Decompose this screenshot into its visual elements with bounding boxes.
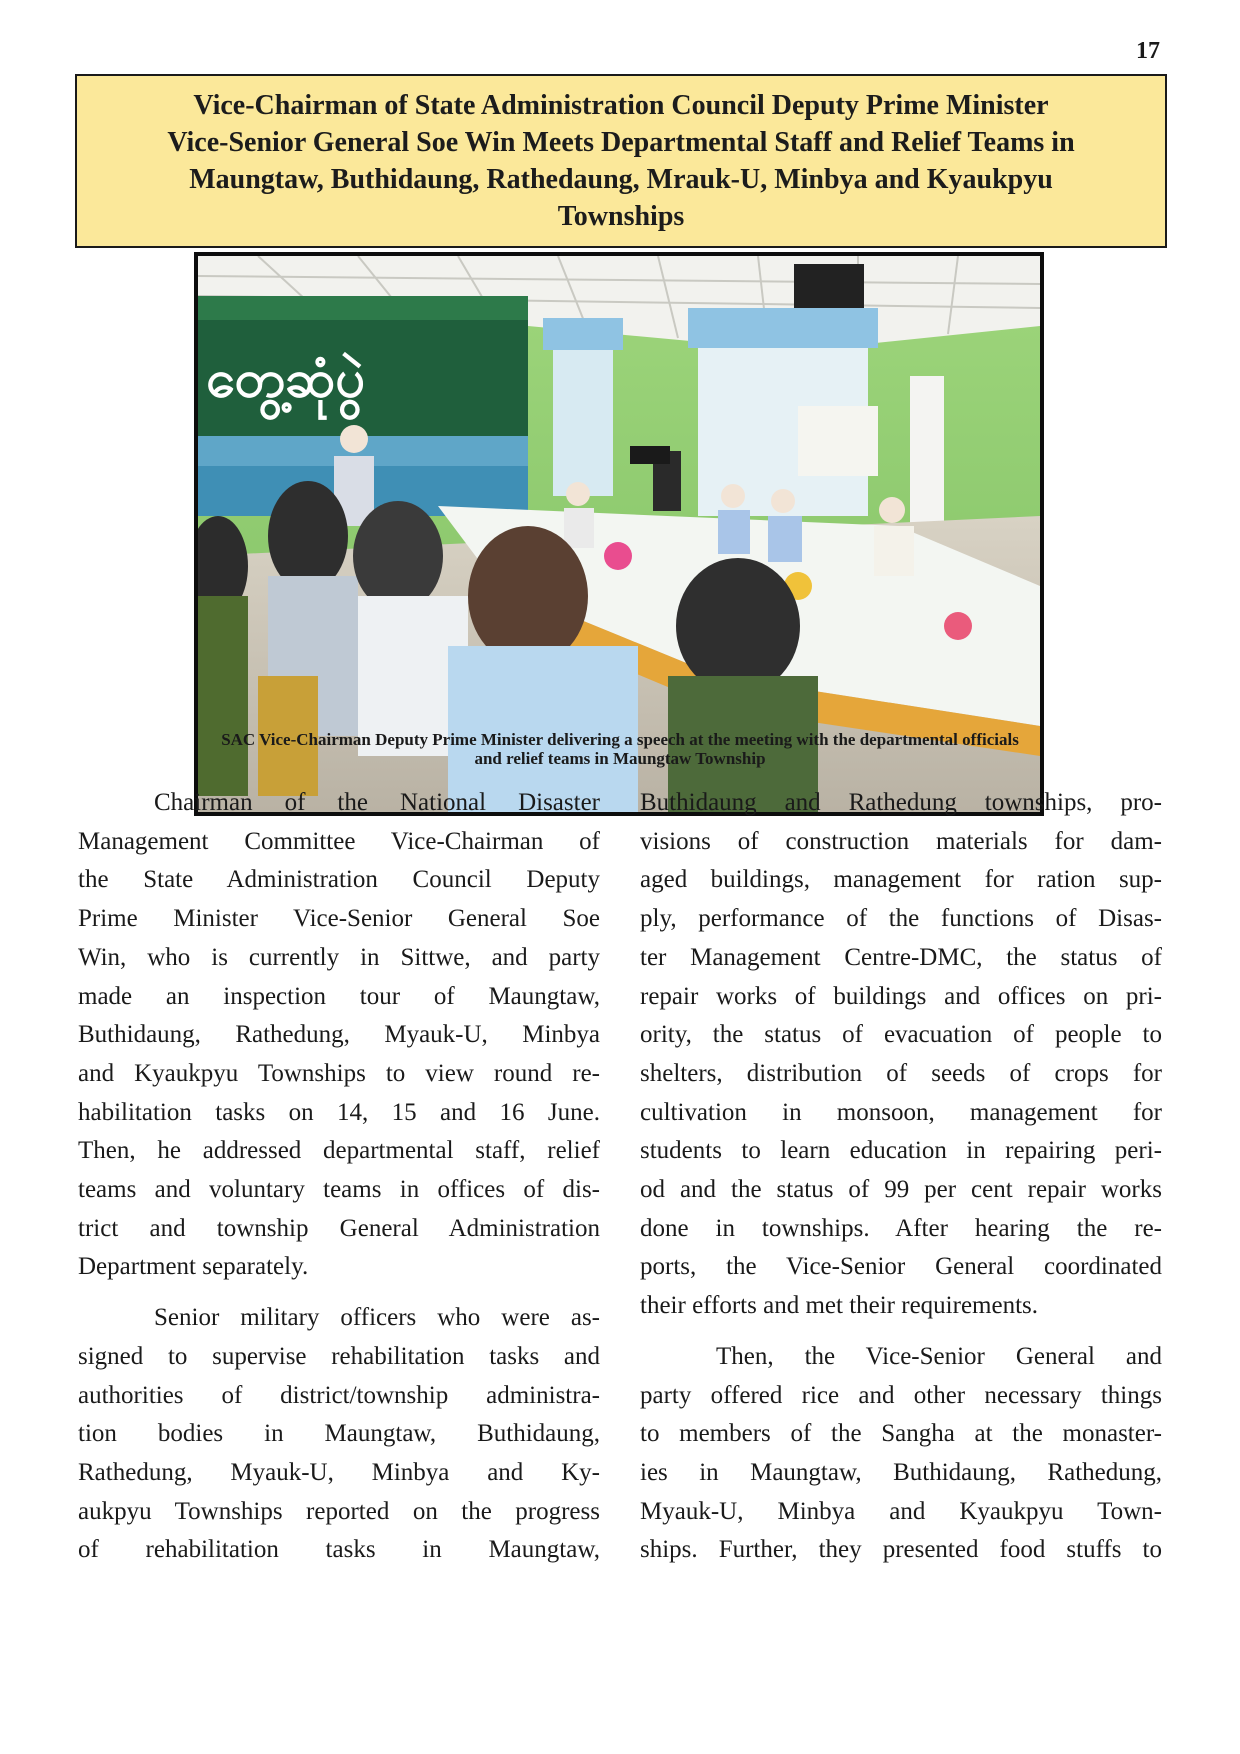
text-line: shelters, distribution of seeds of crops for — [640, 1059, 1162, 1087]
text-line: Then, the Vice-Senior General and — [716, 1342, 1162, 1370]
caption-line: and relief teams in Maungtaw Township — [474, 749, 766, 768]
article-paragraph — [78, 1299, 600, 1570]
photo-caption — [90, 730, 1150, 768]
headline-line: Vice-Senior General Soe Win Meets Departmental Staff and Relief Teams in — [167, 127, 1075, 158]
text-line: trict and township General Administration — [78, 1214, 600, 1242]
headline-box — [75, 74, 1167, 248]
article-paragraph — [640, 784, 1162, 1326]
headline-line: Vice-Chairman of State Administration Council Deputy Prime Minister — [193, 90, 1049, 121]
text-line: aged buildings, management for ration sup- — [640, 866, 1162, 894]
text-line: habilitation tasks on 14, 15 and 16 June. — [78, 1098, 600, 1126]
text-line: aukpyu Townships reported on the progress — [78, 1497, 600, 1525]
text-line: authorities of district/township administra- — [78, 1381, 600, 1409]
text-line: Department separately. — [78, 1253, 309, 1281]
text-line: tion bodies in Maungtaw, Buthidaung, — [78, 1420, 600, 1448]
text-line: Myauk-U, Minbya and Kyaukpyu Town- — [640, 1497, 1162, 1525]
meeting-room-photo — [198, 256, 1040, 812]
text-line: visions of construction materials for dam- — [640, 827, 1162, 855]
text-line: od and the status of 99 per cent repair works — [640, 1176, 1162, 1204]
text-line: their efforts and met their requirements. — [640, 1292, 1039, 1320]
text-line: and Kyaukpyu Townships to view round re- — [78, 1059, 600, 1087]
headline-line: Maungtaw, Buthidaung, Rathedaung, Mrauk-U, Minbya and Kyaukpyu — [189, 164, 1053, 195]
text-line: ply, performance of the functions of Disas- — [640, 905, 1162, 933]
caption-line: SAC Vice-Chairman Deputy Prime Minister delivering a speech at the meeting with the departmental officials — [221, 730, 1019, 749]
banner-text: တွေ့ဆုံပွဲ — [206, 349, 365, 409]
text-line: repair works of buildings and offices on pri- — [640, 982, 1162, 1010]
text-line: teams and voluntary teams in offices of dis- — [78, 1176, 600, 1204]
text-line: Rathedung, Myauk-U, Minbya and Ky- — [78, 1458, 600, 1486]
text-line: signed to supervise rehabilitation tasks and — [78, 1342, 600, 1370]
text-line: Senior military officers who were as- — [154, 1304, 600, 1332]
text-line: to members of the Sangha at the monaster- — [640, 1420, 1162, 1448]
article-paragraph — [78, 784, 600, 1287]
text-line: party offered rice and other necessary things — [640, 1381, 1162, 1409]
text-line: cultivation in monsoon, management for — [640, 1098, 1162, 1126]
text-line: ships. Further, they presented food stuffs to — [640, 1536, 1162, 1564]
headline-line: Townships — [557, 201, 685, 232]
text-line: ies in Maungtaw, Buthidaung, Rathedung, — [640, 1458, 1162, 1486]
text-line: Chairman of the National Disaster — [154, 789, 600, 816]
text-line: of rehabilitation tasks in Maungtaw, — [78, 1536, 600, 1564]
page-number: 17 — [1136, 38, 1160, 64]
text-line: ority, the status of evacuation of people to — [640, 1021, 1162, 1049]
text-line: Prime Minister Vice-Senior General Soe — [78, 905, 600, 933]
article-column-right — [640, 784, 1162, 1570]
text-line: made an inspection tour of Maungtaw, — [78, 982, 600, 1010]
text-line: Management Committee Vice-Chairman of — [78, 827, 600, 855]
text-line: Buthidaung and Rathedung townships, pro- — [640, 789, 1162, 816]
text-line: the State Administration Council Deputy — [78, 866, 600, 894]
text-line: Then, he addressed departmental staff, relief — [78, 1137, 600, 1165]
text-line: Win, who is currently in Sittwe, and party — [78, 943, 600, 971]
article-paragraph — [640, 1338, 1162, 1570]
article-column-left — [78, 784, 600, 1570]
text-line: ports, the Vice-Senior General coordinated — [640, 1253, 1162, 1281]
text-line: Buthidaung, Rathedung, Myauk-U, Minbya — [78, 1021, 600, 1049]
text-line: ter Management Centre-DMC, the status of — [640, 943, 1162, 971]
text-line: students to learn education in repairing peri- — [640, 1137, 1162, 1165]
text-line: done in townships. After hearing the re- — [640, 1214, 1162, 1242]
